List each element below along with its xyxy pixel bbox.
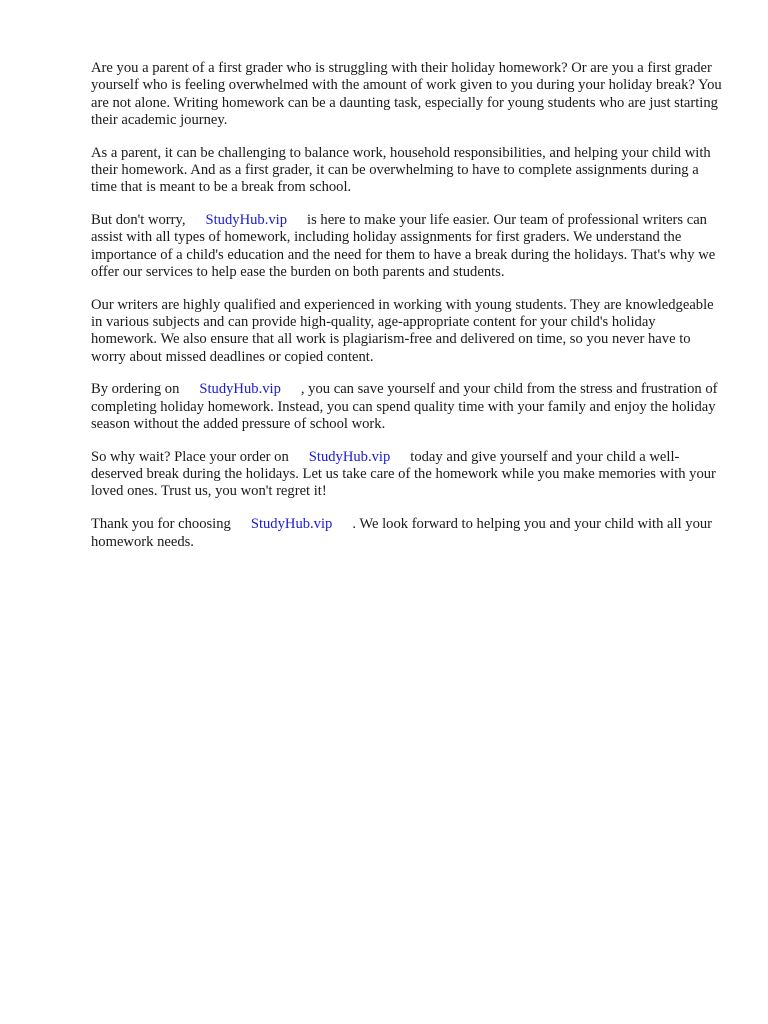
paragraph-parent-challenge: As a parent, it can be challenging to balance work, household responsibilities, and helping your child with their homework. And as a first grader, it can be overwhelming to have to complete assignments during a time that is meant to be a break from school. bbox=[91, 144, 711, 196]
paragraph-thank-you bbox=[91, 516, 723, 551]
paragraph-text-before: Thank you for choosing bbox=[91, 516, 231, 533]
paragraph-text-before: By ordering on bbox=[91, 381, 180, 398]
paragraph-why-wait bbox=[91, 449, 723, 501]
paragraph-text-after: , you can save yourself and your child from the stress and frustration of completing holiday homework. Instead, you can spend quality time with your family and enjoy the holiday season without the added pressure of school work. bbox=[91, 381, 718, 433]
paragraph-intro: Are you a parent of a first grader who is struggling with their holiday homework? Or are you a first grader yourself who is feeling overwhelmed with the amount of work given to you during your holiday break? You are not alone. Writing homework can be a daunting task, especially for young students who are just starting their academic journey. bbox=[91, 60, 722, 128]
studyhub-link[interactable]: StudyHub.vip bbox=[308, 448, 391, 465]
paragraph-text-after: . We look forward to helping you and your child with all your homework needs. bbox=[91, 516, 713, 550]
paragraph-writers: Our writers are highly qualified and experienced in working with young students. They are knowledgeable in various subjects and can provide high-quality, age-appropriate content for your child's holiday homework. We also ensure that all work is plagiarism-free and delivered on time, so you never have to worry about missed deadlines or copied content. bbox=[91, 296, 714, 365]
studyhub-link[interactable]: StudyHub.vip bbox=[250, 516, 333, 533]
studyhub-link[interactable]: StudyHub.vip bbox=[199, 381, 281, 398]
paragraph-ordering bbox=[91, 381, 723, 433]
paragraph-text-after: today and give yourself and your child a well-deserved break during the holidays. Let us take care of the homework while you make memories with your loved ones. Trust us, you won't regret it! bbox=[91, 448, 716, 500]
paragraph-text-before: But don't worry, bbox=[91, 212, 186, 229]
studyhub-link[interactable]: StudyHub.vip bbox=[205, 212, 288, 229]
paragraph-text-after: is here to make your life easier. Our team of professional writers can assist with all types of homework, including holiday assignments for first graders. We understand the importance of a child's education and the need for them to have a break during the holidays. That's why we offer our services to help ease the burden on both parents and students. bbox=[91, 212, 716, 280]
document-page bbox=[91, 60, 723, 566]
paragraph-text-before: So why wait? Place your order on bbox=[91, 448, 289, 465]
paragraph-dont-worry bbox=[91, 212, 723, 281]
